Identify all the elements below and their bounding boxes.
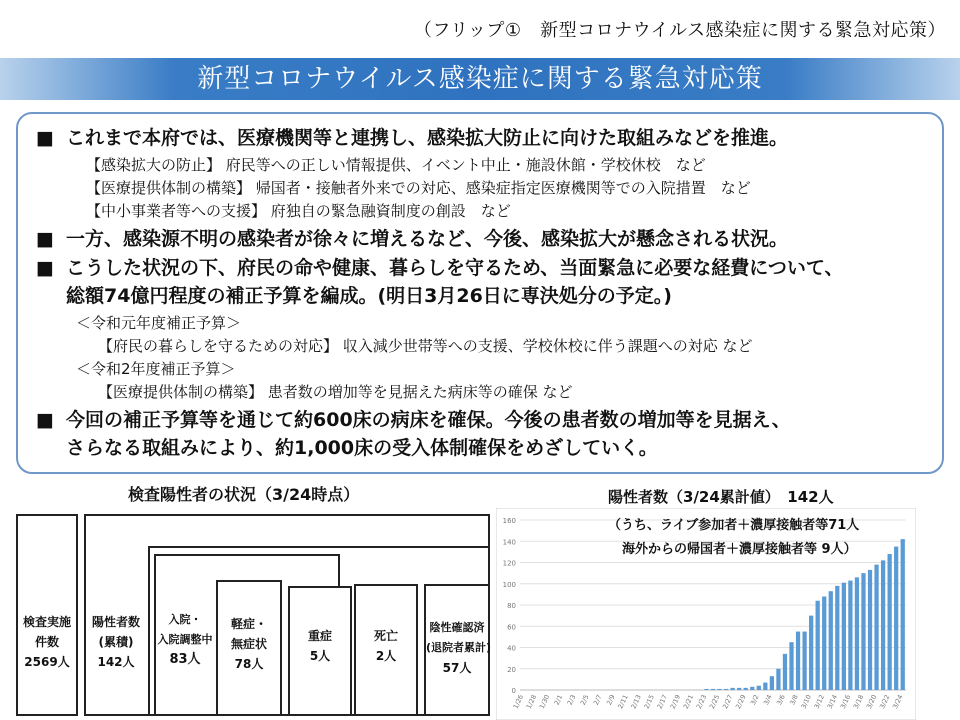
- severe-count: 5人: [309, 649, 331, 663]
- x-tick-label: 2/3: [565, 693, 578, 707]
- x-tick-label: 3/6: [775, 693, 787, 707]
- bar: [776, 669, 780, 690]
- x-tick-label: 3/12: [812, 693, 827, 711]
- bar: [763, 683, 767, 690]
- bullet-marker: ■: [36, 228, 54, 250]
- x-tick-label: 2/5: [578, 693, 591, 707]
- x-tick-label: 1/28: [524, 693, 539, 711]
- bar: [757, 686, 761, 690]
- x-tick-label: 2/13: [629, 693, 643, 711]
- bullet-text: 今回の補正予算等を通じて約600床の病床を確保。今後の患者数の増加等を見据え、: [66, 409, 791, 431]
- budget-heading: ＜令和2年度補正予算＞: [76, 360, 236, 378]
- chart-title: 陽性者数（3/24累計値） 142人: [608, 488, 834, 506]
- sub-item: 【医療提供体制の構築】 帰国者・接触者外来での対応、感染症指定医療機関等での入院措置 など: [86, 179, 751, 197]
- positive-count: 142人: [97, 655, 135, 669]
- death-label: [356, 626, 416, 666]
- hospitalized-label-line2: 入院調整中: [157, 633, 213, 646]
- sub-item: 【感染拡大の防止】 府民等への正しい情報提供、イベント中止・施設休館・学校休校 など: [86, 156, 706, 174]
- x-tick-label: 2/19: [668, 693, 683, 711]
- x-tick-label: 2/23: [694, 693, 709, 711]
- y-tick-label: 120: [502, 559, 516, 568]
- bar: [711, 689, 715, 690]
- positive-label: [86, 612, 146, 672]
- x-tick-label: 2/7: [591, 693, 604, 707]
- bar: [750, 687, 754, 690]
- x-tick-label: 3/22: [878, 693, 892, 711]
- severe-label: [290, 626, 350, 666]
- x-tick-label: 3/20: [864, 693, 879, 711]
- bar: [796, 632, 800, 690]
- bar: [770, 676, 774, 690]
- banner-title: 新型コロナウイルス感染症に関する緊急対応策: [0, 58, 960, 100]
- budget-heading: ＜令和元年度補正予算＞: [76, 314, 242, 332]
- y-tick-label: 20: [507, 665, 516, 674]
- x-tick-label: 2/1: [552, 693, 565, 707]
- y-tick-label: 0: [511, 687, 516, 695]
- bullet-3-continued: 総額74億円程度の補正予算を編成。(明日3月26日に専決処分の予定。): [66, 285, 672, 307]
- x-tick-label: 1/30: [537, 693, 552, 711]
- y-tick-label: 140: [502, 538, 516, 547]
- chart-note-1: （うち、ライブ参加者＋濃厚接触者等71人: [608, 518, 860, 533]
- bar: [717, 689, 721, 690]
- x-tick-label: 2/17: [655, 693, 670, 711]
- bullet-text: 一方、感染源不明の感染者が徐々に増えるなど、今後、感染拡大が懸念される状況。: [66, 228, 789, 250]
- main-text-box: [16, 112, 944, 474]
- x-tick-label: 3/24: [891, 693, 905, 711]
- recovered-count: 57人: [442, 661, 472, 675]
- x-tick-label: 2/9: [605, 693, 617, 707]
- severe-label-line1: 重症: [307, 629, 332, 643]
- bar: [802, 632, 806, 690]
- recovered-label-line2: (退院者累計): [426, 641, 492, 654]
- test-panel-title: 検査陽性者の状況（3/24時点）: [128, 485, 360, 504]
- bar: [848, 581, 852, 690]
- bullet-2: [36, 227, 788, 251]
- chart-note-2: 海外からの帰国者＋濃厚接触者等 9人）: [622, 542, 857, 557]
- recovered-label: [426, 618, 492, 678]
- tests-label: [17, 612, 77, 672]
- y-tick-label: 80: [507, 602, 516, 610]
- x-tick-label: 2/15: [642, 693, 656, 711]
- mild-label-line2: 無症状: [230, 637, 267, 651]
- positive-label-line2: (累積): [98, 635, 134, 649]
- bullet-marker: ■: [36, 409, 54, 431]
- x-tick-label: 2/21: [681, 693, 696, 711]
- hospitalized-count: 83人: [169, 652, 201, 667]
- mild-count: 78人: [234, 657, 264, 671]
- bullet-text: こうした状況の下、府民の命や健康、暮らしを守るため、当面緊急に必要な経費について、: [66, 257, 844, 279]
- x-tick-label: 3/18: [851, 693, 866, 711]
- sub-item: 【医療提供体制の構築】 患者数の増加等を見据えた病床等の確保 など: [98, 383, 573, 401]
- bar: [789, 642, 793, 690]
- tests-count: 2569人: [24, 655, 70, 669]
- bar: [888, 554, 892, 690]
- bullet-1: [36, 126, 788, 150]
- bar: [881, 560, 885, 690]
- hospitalized-label-line1: 入院・: [168, 613, 202, 626]
- bar: [874, 565, 878, 690]
- bar: [704, 689, 708, 690]
- x-tick-label: 2/29: [734, 693, 748, 711]
- x-tick-label: 2/27: [721, 693, 735, 711]
- x-tick-label: 2/25: [707, 693, 722, 711]
- mild-label: [218, 614, 280, 674]
- sub-item: 【中小事業者等への支援】 府独自の緊急融資制度の創設 など: [86, 202, 511, 220]
- bullet-text: これまで本府では、医療機関等と連携し、感染拡大防止に向けた取組みなどを推進。: [66, 127, 789, 149]
- x-tick-label: 3/16: [838, 693, 853, 711]
- bar: [724, 689, 728, 690]
- x-tick-label: 2/11: [616, 693, 630, 711]
- y-tick-label: 60: [507, 623, 516, 632]
- bar: [731, 688, 735, 690]
- x-tick-label: 3/4: [762, 693, 774, 707]
- y-tick-label: 100: [502, 580, 516, 589]
- flip-label: （フリップ① 新型コロナウイルス感染症に関する緊急対応策）: [413, 20, 946, 41]
- bar: [868, 570, 872, 690]
- bullet-4: [36, 408, 791, 432]
- x-tick-label: 3/14: [825, 693, 840, 711]
- bar: [783, 654, 787, 690]
- bar: [842, 583, 846, 690]
- bar: [809, 616, 813, 690]
- positive-label-line1: 陽性者数: [91, 615, 140, 629]
- bullet-marker: ■: [36, 257, 54, 279]
- bar: [816, 601, 820, 690]
- bar: [737, 688, 741, 690]
- death-count: 2人: [375, 649, 397, 663]
- mild-label-line1: 軽症・: [230, 617, 267, 631]
- bar: [835, 586, 839, 690]
- tests-label-line2: 件数: [34, 635, 59, 649]
- bar: [855, 577, 859, 690]
- y-tick-label: 40: [507, 644, 516, 653]
- bar: [861, 573, 865, 690]
- bar: [901, 539, 905, 690]
- tests-label-line1: 検査実施: [22, 615, 71, 629]
- y-tick-label: 160: [502, 517, 516, 525]
- x-tick-label: 3/10: [799, 693, 813, 711]
- bullet-3: [36, 256, 843, 280]
- x-tick-label: 3/2: [748, 693, 761, 707]
- sub-item: 【府民の暮らしを守るための対応】 収入減少世帯等への支援、学校休校に伴う課題への対応 など: [98, 337, 753, 355]
- bar: [744, 688, 748, 690]
- x-tick-label: 3/8: [788, 693, 800, 707]
- recovered-label-line1: 陰性確認済: [429, 621, 485, 634]
- bar: [829, 591, 833, 690]
- bar: [822, 597, 826, 691]
- bullet-4-continued: さらなる取組みにより、約1,000床の受入体制確保をめざしていく。: [66, 437, 658, 459]
- death-label-line1: 死亡: [373, 629, 398, 643]
- bar: [894, 547, 898, 690]
- x-tick-label: 1/26: [511, 693, 526, 711]
- hospitalized-label: [155, 610, 215, 670]
- bullet-marker: ■: [36, 127, 54, 149]
